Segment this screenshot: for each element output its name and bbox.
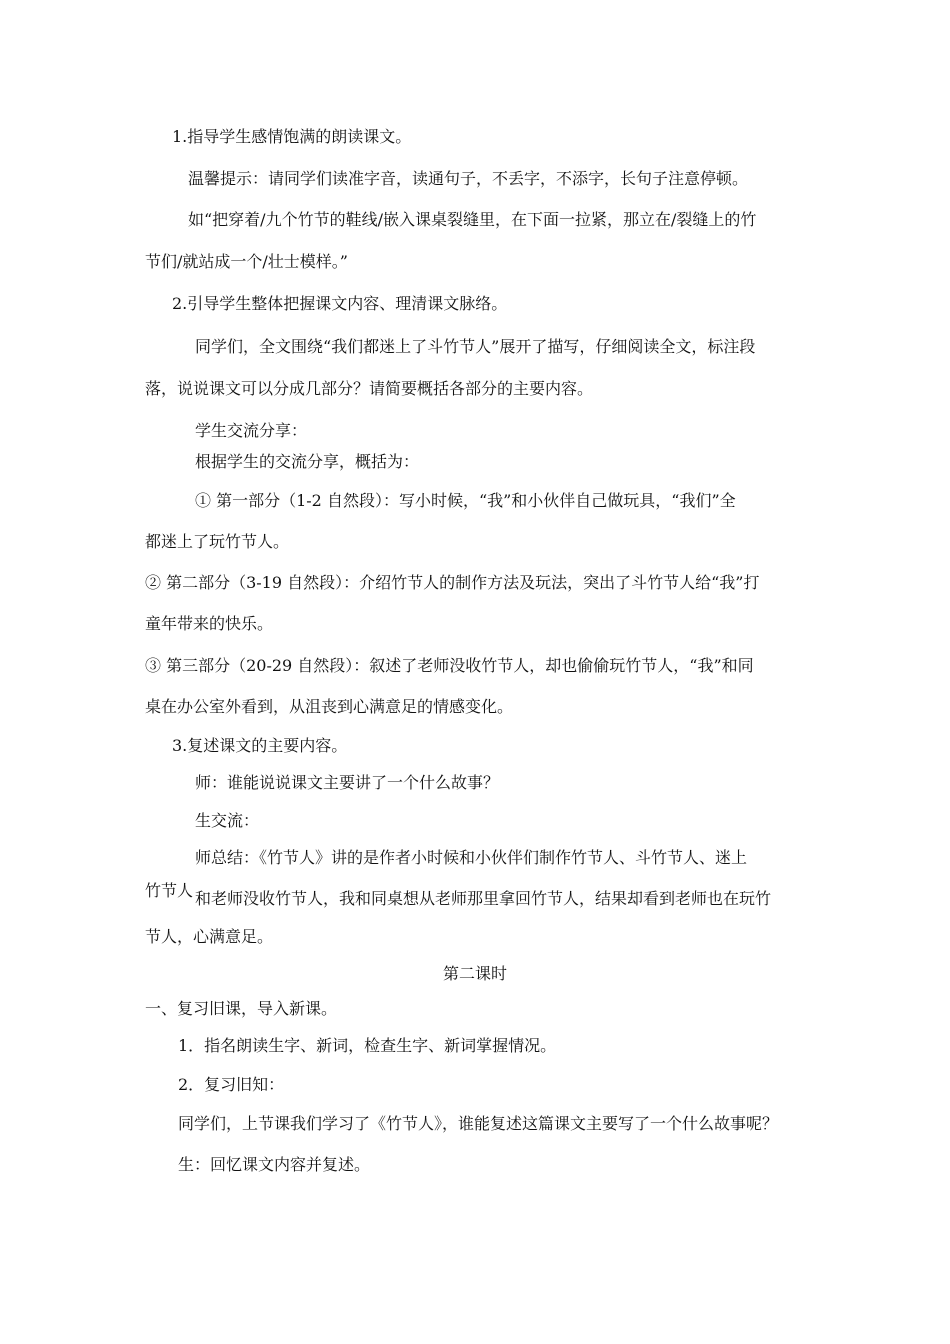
- part-2-line-2: 童年带来的快乐。: [145, 614, 274, 633]
- section-title: 第二课时: [442, 964, 507, 983]
- summary-intro: 根据学生的交流分享，概括为：: [195, 452, 420, 471]
- reading-tip: 温馨提示：请同学们读准字音，读通句子，不丢字，不添字，长句子注意停顿。: [188, 169, 749, 188]
- student-exchange: 生交流：: [195, 811, 260, 830]
- part-2-line-1: ② 第二部分（3-19 自然段）：介绍竹节人的制作方法及玩法，突出了斗竹节人给“我”打: [145, 573, 760, 592]
- student-response: 生：回忆课文内容并复述。: [178, 1155, 371, 1174]
- example-sentence-line-2: 节们/就站成一个/壮士模样。”: [145, 252, 348, 271]
- example-sentence-line-1: 如“把穿着/九个竹节的鞋线/嵌入课桌裂缝里，在下面一拉紧，那立在/裂缝上的竹: [188, 210, 757, 229]
- instruction-line-1: 同学们，全文围绕“我们都迷上了斗竹节人”展开了描写，仔细阅读全文，标注段: [195, 337, 756, 356]
- student-share-label: 学生交流分享：: [195, 421, 308, 440]
- part-3-line-1: ③ 第三部分（20-29 自然段）：叙述了老师没收竹节人，却也偷偷玩竹节人，“我”和同: [145, 656, 754, 675]
- step-1-heading: 1.指导学生感情饱满的朗读课文。: [172, 127, 412, 146]
- teacher-summary-line-2-start: 竹节人: [145, 881, 194, 900]
- review-item-1: 1．指名朗读生字、新词，检查生字、新词掌握情况。: [178, 1036, 557, 1055]
- instruction-line-2: 落，说说课文可以分成几部分？请简要概括各部分的主要内容。: [145, 379, 594, 398]
- review-item-2: 2．复习旧知：: [178, 1075, 285, 1094]
- step-3-heading: 3.复述课文的主要内容。: [172, 736, 348, 755]
- teacher-summary-line-1: 师总结：《竹节人》讲的是作者小时候和小伙伴们制作竹节人、斗竹节人、迷上: [195, 848, 748, 867]
- teacher-summary-line-2: 和老师没收竹节人，我和同桌想从老师那里拿回竹节人，结果却看到老师也在玩竹: [195, 889, 772, 908]
- step-2-heading: 2.引导学生整体把握课文内容、理清课文脉络。: [172, 294, 508, 313]
- part-1-line-2: 都迷上了玩竹节人。: [145, 532, 290, 551]
- teacher-summary-line-3: 节人，心满意足。: [145, 927, 274, 946]
- review-question: 同学们，上节课我们学习了《竹节人》，谁能复述这篇课文主要写了一个什么故事呢？: [178, 1114, 779, 1133]
- part-3-line-2: 桌在办公室外看到，从沮丧到心满意足的情感变化。: [145, 697, 514, 716]
- teacher-question: 师：谁能说说课文主要讲了一个什么故事？: [195, 773, 500, 792]
- part-1-line-1: ① 第一部分（1-2 自然段）：写小时候，“我”和小伙伴自己做玩具，“我们”全: [195, 491, 736, 510]
- part-one-heading: 一、复习旧课，导入新课。: [145, 999, 338, 1018]
